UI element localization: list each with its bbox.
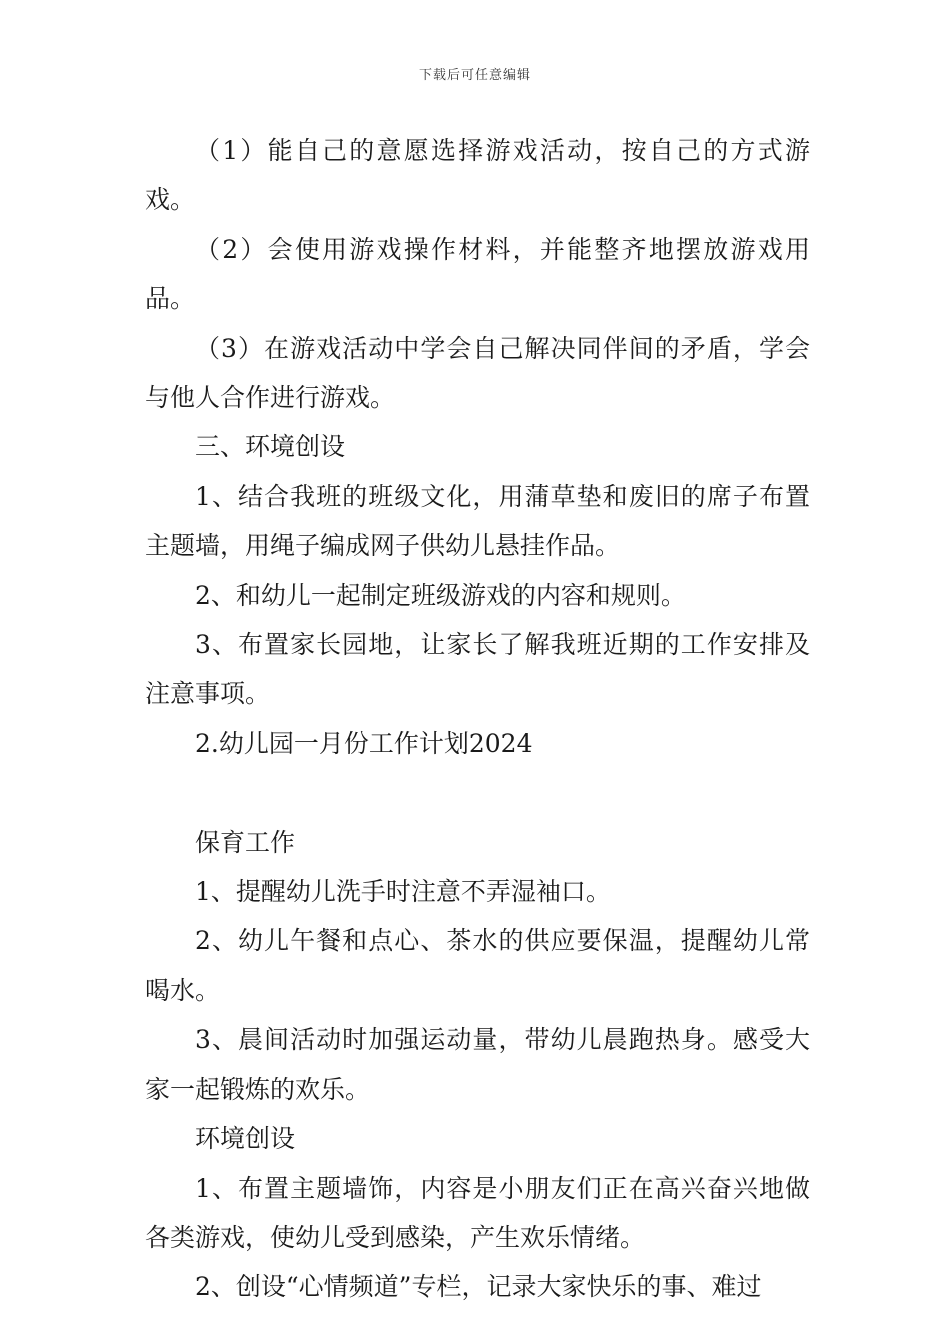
page-header: 下载后可任意编辑 — [418, 68, 531, 83]
paragraph-environment-1: 1、结合我班的班级文化，用蒲草垫和废旧的席子布置主题墙，用绳子编成网子供幼儿悬挂作品。 — [145, 481, 810, 561]
section-title-january-plan: 2.幼儿园一月份工作计划2024 — [195, 728, 533, 758]
paragraph-environment-b1: 1、布置主题墙饰，内容是小朋友们正在高兴奋兴地做各类游戏，使幼儿受到感染，产生欢乐情绪。 — [145, 1173, 810, 1252]
paragraph-objective-2: （2）会使用游戏操作材料，并能整齐地摆放游戏用品。 — [145, 234, 810, 314]
section-heading-care-work: 保育工作 — [195, 827, 296, 857]
blank-line — [145, 768, 810, 817]
paragraph-care-3: 3、晨间活动时加强运动量，带幼儿晨跑热身。感受大家一起锻炼的欢乐。 — [145, 1025, 810, 1104]
paragraph-objective-1: （1）能自己的意愿选择游戏活动，按自己的方式游戏。 — [145, 136, 810, 215]
section-heading-environment: 三、环境创设 — [195, 432, 346, 462]
paragraph-care-2: 2、幼儿午餐和点心、茶水的供应要保温，提醒幼儿常喝水。 — [145, 926, 810, 1005]
paragraph-environment-b2: 2、创设“心情频道”专栏，记录大家快乐的事、难过 — [195, 1272, 762, 1302]
paragraph-objective-3: （3）在游戏活动中学会自己解决同伴间的矛盾，学会与他人合作进行游戏。 — [145, 333, 810, 413]
paragraph-environment-3: 3、布置家长园地，让家长了解我班近期的工作安排及注意事项。 — [145, 630, 810, 709]
paragraph-environment-2: 2、和幼儿一起制定班级游戏的内容和规则。 — [195, 580, 686, 610]
paragraph-care-1: 1、提醒幼儿洗手时注意不弄湿袖口。 — [195, 877, 611, 907]
section-heading-environment-2: 环境创设 — [195, 1124, 296, 1154]
document-body — [145, 126, 810, 1312]
